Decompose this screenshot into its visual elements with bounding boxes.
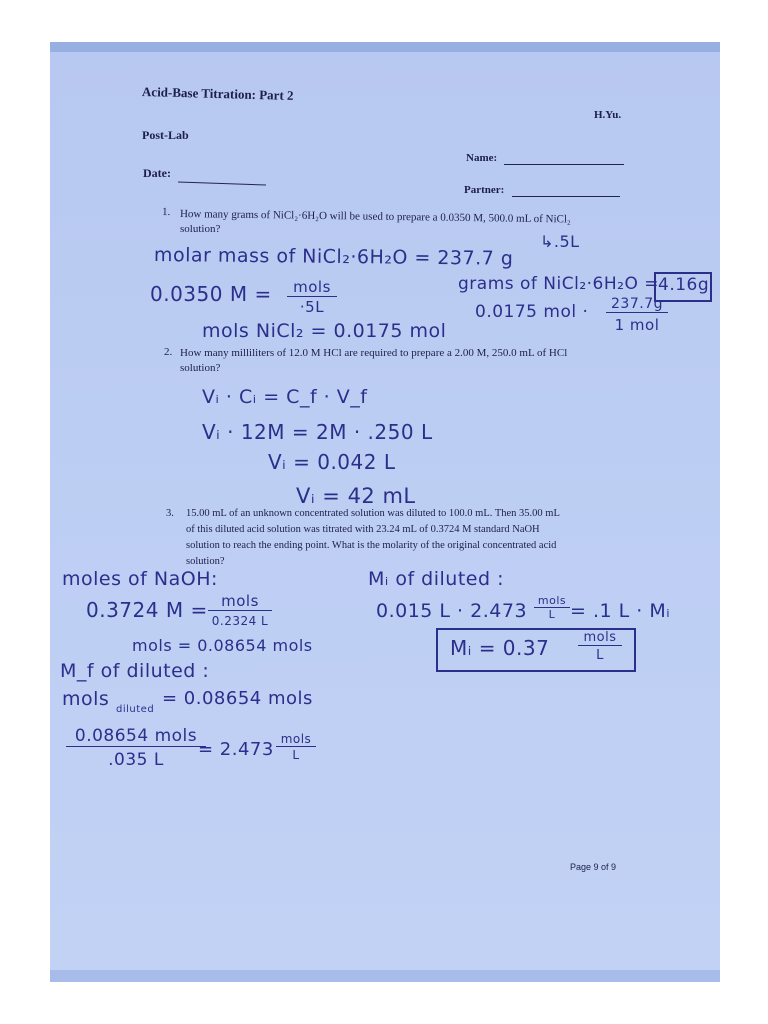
photo-bottom-edge — [50, 970, 720, 982]
q3-number: 3. — [166, 508, 174, 519]
q3-conc-unit-num: mols — [276, 732, 316, 747]
q3-naoh-molarity: 0.3724 M = — [86, 598, 208, 622]
q1-calc-left: 0.0175 mol · — [475, 302, 589, 322]
name-blank-line — [504, 164, 624, 165]
q3-mols-diluted: mols — [62, 688, 110, 710]
q1-answer: 4.16g — [658, 275, 710, 295]
q1-volume-note: ↳.5L — [540, 232, 580, 251]
q3-mf-heading: M_f of diluted : — [60, 660, 210, 682]
q3-mols-diluted-subscript: diluted — [116, 704, 155, 715]
q3-mi-equation-right: = .1 L · Mᵢ — [570, 600, 671, 622]
q3-conc-denominator: .035 L — [108, 750, 164, 770]
partner-label: Partner: — [464, 184, 505, 196]
q1-text-line2: solution? — [180, 223, 221, 235]
worksheet-page — [50, 42, 720, 982]
q1-molar-mass: molar mass of NiCl₂·6H₂O = 237.7 g — [153, 244, 514, 270]
q1-calc-numerator: 237.7g — [606, 296, 668, 313]
date-blank-line — [178, 181, 266, 185]
q3-naoh-denominator: 0.2324 L — [211, 614, 269, 628]
q1-molarity-eq: 0.0350 M = — [150, 282, 272, 306]
partner-blank-line — [512, 196, 620, 197]
q3-final-unit-den: L — [596, 648, 604, 663]
q3-mi-unit-num: mols — [534, 594, 570, 608]
q3-conc-numerator: 0.08654 mols — [66, 726, 206, 747]
q3-text-line4: solution? — [186, 556, 225, 567]
q3-mi-heading: Mᵢ of diluted : — [368, 568, 504, 590]
q3-mi-equation-left: 0.015 L · 2.473 — [376, 600, 528, 622]
name-label: Name: — [466, 152, 498, 164]
q3-final-unit-num: mols — [578, 630, 622, 646]
author-initials: H.Yu. — [594, 109, 622, 121]
q1-text-line1: How many grams of NiCl₂·6H₂O will be used to prepare a 0.0350 M, 500.0 mL of NiCl₂ — [179, 208, 571, 226]
q2-substitution: Vᵢ · 12M = 2M · .250 L — [202, 420, 433, 444]
q2-text-line2: solution? — [180, 362, 221, 374]
worksheet-title: Acid-Base Titration: Part 2 — [141, 84, 294, 103]
page-number: Page 9 of 9 — [570, 862, 617, 872]
q3-text-line1: 15.00 mL of an unknown concentrated solution was diluted to 100.0 mL. Then 35.00 mL — [186, 508, 560, 519]
q3-text-line3: solution to reach the ending point. What is the molarity of the original concentrated acid — [186, 540, 557, 551]
q1-grams-label: grams of NiCl₂·6H₂O = — [458, 274, 660, 294]
q3-final-answer: Mᵢ = 0.37 — [450, 636, 550, 660]
q3-naoh-numerator: mols — [208, 592, 272, 611]
q3-naoh-mols: mols = 0.08654 mols — [132, 636, 313, 655]
q1-mols-result: mols NiCl₂ = 0.0175 mol — [202, 320, 447, 342]
q3-text-line2: of this diluted acid solution was titrated with 23.24 mL of 0.3724 M standard NaOH — [186, 524, 540, 535]
q1-molarity-numerator: mols — [287, 278, 337, 297]
q2-volume-ml: Vᵢ = 42 mL — [296, 484, 416, 508]
q1-calc-denominator: 1 mol — [614, 316, 660, 334]
q3-conc-unit-den: L — [292, 748, 300, 762]
q3-moles-naoh-heading: moles of NaOH: — [62, 568, 218, 590]
post-lab-label: Post-Lab — [142, 128, 189, 142]
q2-text-line1: How many milliliters of 12.0 M HCl are required to prepare a 2.00 M, 250.0 mL of HCl — [180, 347, 568, 359]
q1-molarity-denominator: ·5L — [299, 298, 325, 316]
q2-number: 2. — [164, 346, 173, 358]
q3-mols-diluted-value: = 0.08654 mols — [162, 688, 313, 709]
q1-number: 1. — [161, 205, 171, 219]
q3-mi-unit-den: L — [548, 608, 556, 621]
q2-volume-liters: Vᵢ = 0.042 L — [268, 450, 396, 474]
date-label: Date: — [143, 166, 171, 180]
document-photo — [50, 42, 720, 982]
q2-dilution-formula: Vᵢ · Cᵢ = C_f · V_f — [202, 386, 368, 408]
q3-conc-result: = 2.473 — [198, 739, 274, 760]
